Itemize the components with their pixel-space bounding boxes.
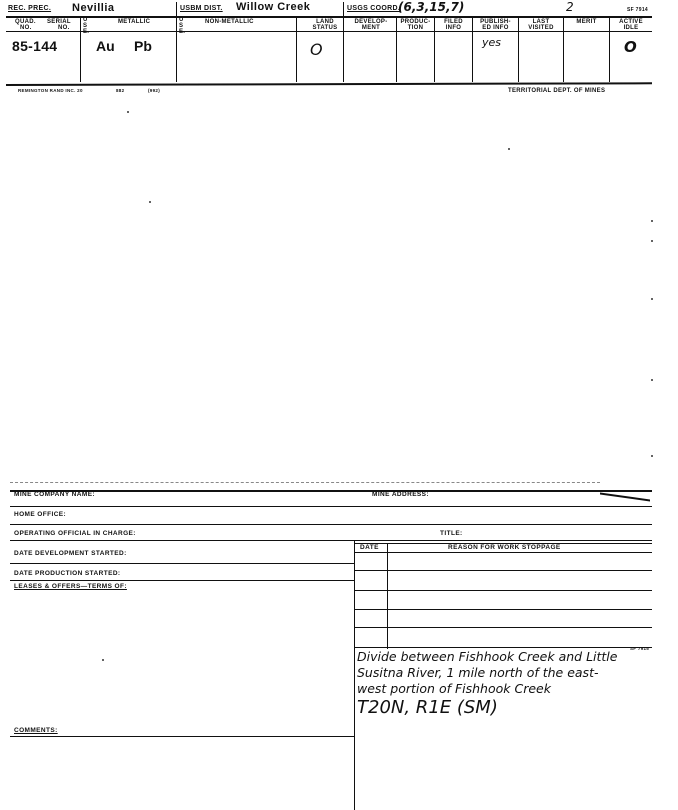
col-produc: PRODUC-: [400, 19, 431, 25]
location-notes: [357, 649, 617, 719]
rec-prec-label: REC. PREC.: [8, 5, 52, 12]
usgs-coord-label: USGS COORD.: [347, 5, 401, 12]
col-s-2: S: [179, 23, 184, 29]
col-publish: PUBLISH-: [480, 19, 511, 25]
date-development-label: DATE DEVELOPMENT STARTED:: [14, 550, 127, 557]
quad-serial-value: 85-144: [12, 38, 58, 54]
date-column-header: DATE: [360, 544, 379, 551]
col-active: ACTIVE: [619, 19, 643, 25]
col-tion: TION: [407, 25, 424, 31]
col-status: STATUS: [312, 25, 338, 31]
col-ment: MENT: [361, 25, 381, 31]
col-filed: FILED: [444, 19, 463, 25]
published-info-value: yes: [482, 36, 502, 49]
corner-mark: 2: [566, 0, 574, 14]
printer-credit: REMINGTON RAND INC. 20: [18, 88, 83, 93]
col-serial: SERIAL: [47, 19, 71, 25]
col-develop: DEVELOP-: [354, 19, 388, 25]
col-metallic: METALLIC: [118, 19, 151, 25]
col-s-1: S: [83, 23, 88, 29]
printer-code-2: (992): [148, 88, 161, 93]
col-u-2: U: [179, 17, 184, 23]
usbm-dist-value: Willow Creek: [236, 1, 311, 13]
col-info: INFO: [445, 25, 462, 31]
col-idle: IDLE: [623, 25, 639, 31]
form-number: SF 7914: [627, 7, 649, 13]
col-last: LAST: [532, 19, 550, 25]
col-serial-no: NO.: [58, 25, 70, 31]
department-label: TERRITORIAL DEPT. OF MINES: [508, 88, 606, 94]
reason-stoppage-header: REASON FOR WORK STOPPAGE: [448, 544, 561, 551]
note-line-4: T20N, R1E (SM): [357, 697, 498, 718]
note-line-3: west portion of Fishhook Creek: [357, 681, 551, 696]
col-quad: QUAD.: [15, 19, 36, 25]
note-line-1: Divide between Fishhook Creek and Little: [357, 649, 618, 664]
operating-official-label: OPERATING OFFICIAL IN CHARGE:: [14, 530, 136, 537]
mine-address-label: MINE ADDRESS:: [372, 491, 429, 498]
col-non-metallic: NON-METALLIC: [205, 19, 254, 25]
comments-label: COMMENTS:: [14, 727, 58, 734]
col-land: LAND: [316, 19, 334, 25]
usbm-dist-label: USBM DIST.: [180, 5, 223, 12]
leases-offers-label: LEASES & OFFERS—TERMS OF:: [14, 583, 127, 590]
printer-code-1: 882: [116, 88, 125, 93]
title-label: TITLE:: [440, 530, 463, 537]
metallic-pb: Pb: [134, 38, 152, 54]
note-line-2: Susitna River, 1 mile north of the east-: [357, 665, 599, 680]
col-ed-info: ED INFO: [482, 25, 509, 31]
home-office-label: HOME OFFICE:: [14, 511, 67, 518]
rec-prec-value: Nevillia: [72, 2, 115, 14]
metallic-au: Au: [96, 38, 115, 54]
mine-company-name-label: MINE COMPANY NAME:: [14, 491, 95, 498]
col-merit: MERIT: [576, 19, 597, 25]
small-form-number: SF 7915: [630, 646, 650, 651]
col-quad-no: NO.: [20, 25, 32, 31]
col-e-1: E.: [83, 29, 90, 35]
land-status-value: O: [310, 40, 323, 59]
col-u-1: U: [83, 17, 88, 23]
col-e-2: E.: [179, 29, 186, 35]
date-production-label: DATE PRODUCTION STARTED:: [14, 570, 121, 577]
col-visited: VISITED: [528, 25, 554, 31]
usgs-coord-value: (6,3,15,7): [398, 0, 465, 14]
active-idle-value: O: [624, 38, 637, 56]
